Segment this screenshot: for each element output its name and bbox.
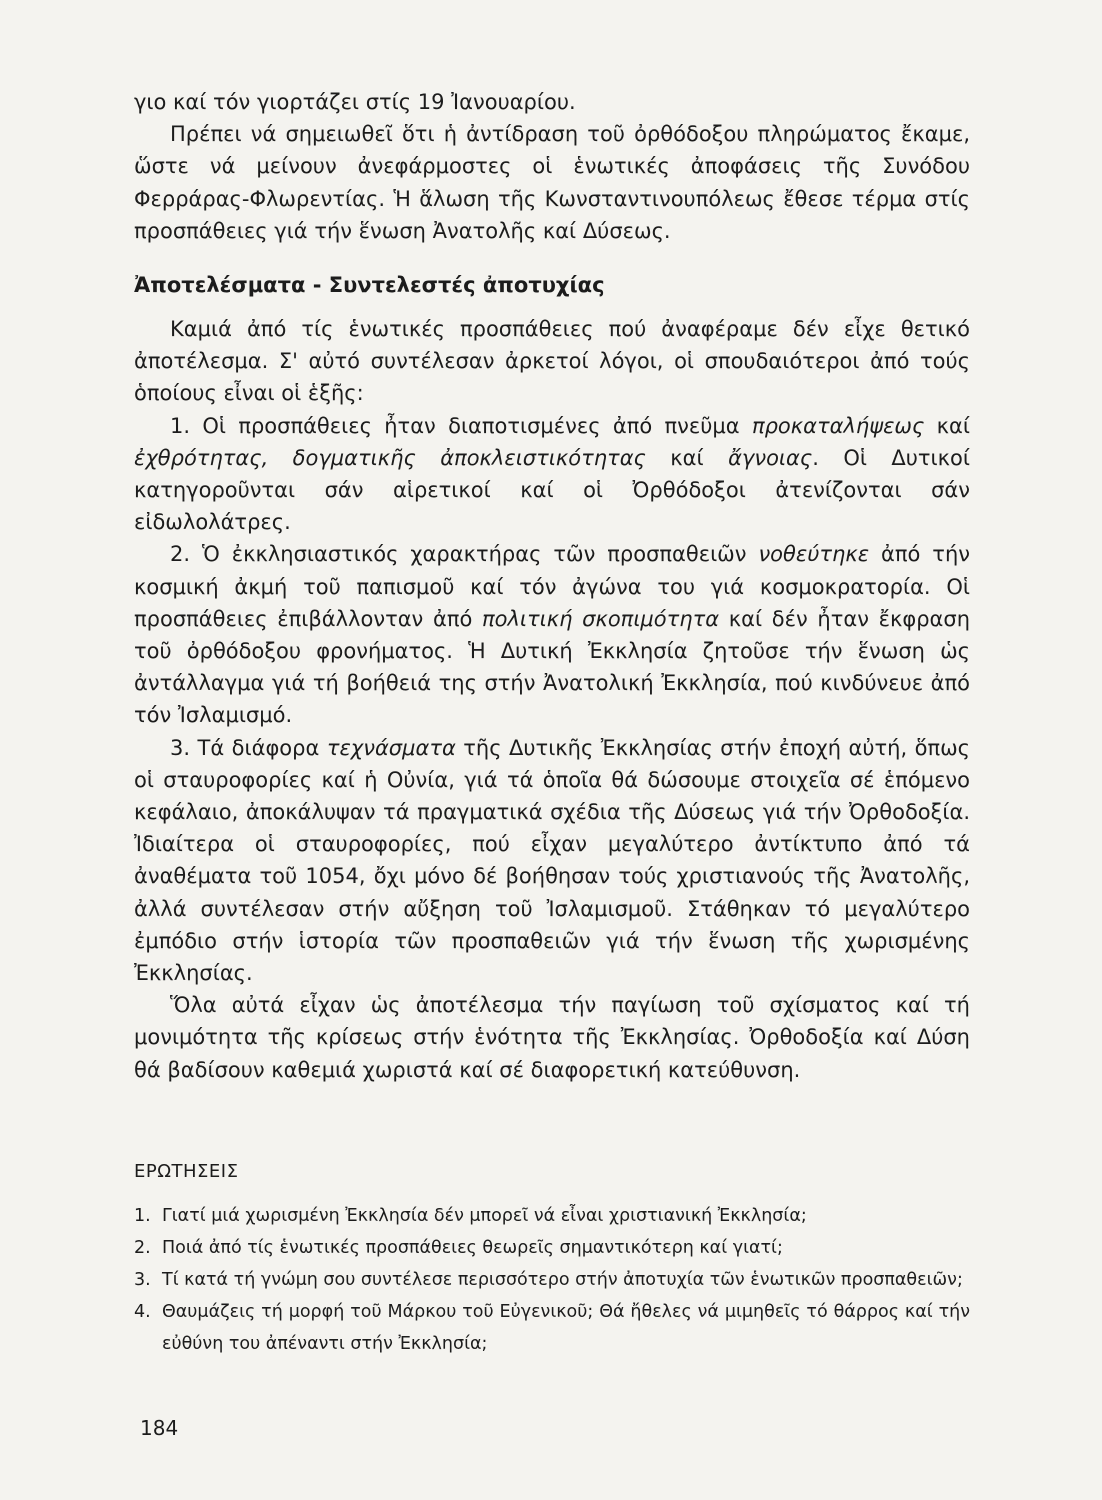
item-2-italic-1: νοθεύτηκε [758, 542, 870, 567]
question-text: Γιατί μιά χωρισμένη Ἐκκλησία δέν μπορεῖ νά εἶναι χριστιανική Ἐκκλησία; [162, 1206, 807, 1226]
section-heading: Ἀποτελέσματα - Συντελεστές ἀποτυχίας [134, 273, 605, 298]
question-text: Θαυμάζεις τή μορφή τοῦ Μάρκου τοῦ Εὐγενικοῦ; Θά ἤθελες νά μιμηθεῖς τό θάρρος καί τήν εὐθύνη του ἀπέναντι στήν Ἐκκλησία; [162, 1302, 970, 1354]
paragraph-continuation: γιο καί τόν γιορτάζει στίς 19 Ἰανουαρίου. [134, 90, 576, 114]
question-item [134, 1232, 970, 1264]
item-2-text-a: 2. Ὁ ἐκκλησιαστικός χαρακτήρας τῶν προσπαθειῶν [170, 542, 759, 567]
item-1-text-c: καί [645, 445, 729, 470]
question-number: 3. [134, 1270, 151, 1290]
item-1-italic-3: ἄγνοιας [728, 445, 813, 470]
paragraph-intro: Καμιά ἀπό τίς ἑνωτικές προσπάθειες πού ἀναφέραμε δέν εἶχε θετικό ἀποτέλεσμα. Σ' αὐτό συντέλεσαν ἀρκετοί λόγοι, οἱ σπουδαιότεροι ἀπό τούς ὁποίους εἶναι οἱ ἑξῆς: [134, 317, 970, 406]
question-number: 4. [134, 1302, 151, 1322]
item-3-text-b: τῆς Δυτικῆς Ἐκκλησίας στήν ἐποχή αὐτή, ὅπως οἱ σταυροφορίες καί ἡ Οὐνία, γιά τά ὁποῖα θά δώσουμε στοιχεῖα σέ ἑπόμενο κεφάλαιο, ἀποκάλυψαν τά πραγματικά σχέδια τῆς Δύσεως γιά τήν Ὀρθοδοξία. Ἰδιαίτερα οἱ σταυροφορίες, πού εἶχαν μεγαλύτερο ἀντίκτυπο ἀπό τά ἀναθέματα τοῦ 1054, ὄχι μόνο δέ βοήθησαν τούς χριστιανούς τῆς Ἀνατολῆς, ἀλλά συντέλεσαν στήν αὔξηση τοῦ Ἰσλαμισμοῦ. Στάθηκαν τό μεγαλύτερο ἐμπόδιο στήν ἱστορία τῶν προσπαθειῶν γιά τήν ἕνωση τῆς χωρισμένης Ἐκκλησίας. [134, 735, 970, 986]
item-2-text-c: καί δέν ἦταν ἔκφραση τοῦ ὀρθόδοξου φρονήματος. Ἡ Δυτική Ἐκκλησία ζητοῦσε τήν ἕνωση ὡς ἀντάλλαγμα γιά τή βοήθειά της στήν Ἀνατολική Ἐκκλησία, πού κινδύνευε ἀπό τόν Ἰσλαμισμό. [134, 606, 971, 728]
question-item [134, 1200, 970, 1232]
question-text: Ποιά ἀπό τίς ἑνωτικές προσπάθειες θεωρεῖς σημαντικότερη καί γιατί; [162, 1238, 783, 1258]
question-number: 1. [134, 1206, 151, 1226]
item-1-text-d: . Οἱ Δυτικοί κατηγοροῦνται σάν αἱρετικοί καί οἱ Ὀρθόδοξοι ἀτενίζονται σάν εἰδωλολάτρες. [134, 445, 970, 535]
question-text: Τί κατά τή γνώμη σου συντέλεσε περισσότερο στήν ἀποτυχία τῶν ἑνωτικῶν προσπαθειῶν; [162, 1270, 963, 1290]
item-3-italic-1: τεχνάσματα [326, 735, 456, 760]
list-item-1 [134, 410, 970, 539]
questions-list [134, 1200, 970, 1360]
question-number: 2. [134, 1238, 151, 1258]
question-item [134, 1264, 970, 1296]
body-text [134, 86, 970, 1086]
list-item-2 [134, 538, 970, 731]
question-item [134, 1296, 970, 1360]
item-1-text-a: 1. Οἱ προσπάθειες ἦταν διαποτισμένες ἀπό πνεῦμα [170, 413, 752, 438]
item-2-text-b: ἀπό τήν κοσμική ἀκμή τοῦ παπισμοῦ καί τόν ἀγώνα του γιά κοσμοκρατορία. Οἱ προσπάθειες ἐπιβάλλονταν ἀπό [134, 542, 970, 631]
item-1-italic-2: ἐχθρότητας, δογματικῆς ἀποκλειστικότητας [134, 445, 646, 470]
item-1-text-b: καί [924, 413, 970, 438]
paragraph-reaction: Πρέπει νά σημειωθεῖ ὅτι ἡ ἀντίδραση τοῦ ὀρθόδοξου πληρώματος ἔκαμε, ὥστε νά μείνουν ἀνεφάρμοστες οἱ ἑνωτικές ἀποφάσεις τῆς Συνόδου Φερράρας-Φλωρεντίας. Ἡ ἅλωση τῆς Κωνσταντινουπόλεως ἔθεσε τέρμα στίς προσπάθειες γιά τήν ἕνωση Ἀνατολῆς καί Δύσεως. [134, 122, 970, 243]
item-1-italic-1: προκαταλήψεως [751, 413, 925, 438]
questions-title: ΕΡΩΤΗΣΕΙΣ [134, 1161, 239, 1182]
questions-section [134, 1156, 970, 1360]
page-number: 184 [140, 1416, 179, 1440]
list-item-3 [134, 732, 970, 990]
item-2-italic-2: πολιτική σκοπιμότητα [482, 606, 720, 631]
item-3-text-a: 3. Τά διάφορα [170, 735, 327, 760]
paragraph-conclusion: Ὅλα αὐτά εἶχαν ὡς ἀποτέλεσμα τήν παγίωση τοῦ σχίσματος καί τή μονιμότητα τῆς κρίσεως στήν ἑνότητα τῆς Ἐκκλησίας. Ὀρθοδοξία καί Δύση θά βαδίσουν καθεμιά χωριστά καί σέ διαφορετική κατεύθυνση. [134, 993, 970, 1082]
